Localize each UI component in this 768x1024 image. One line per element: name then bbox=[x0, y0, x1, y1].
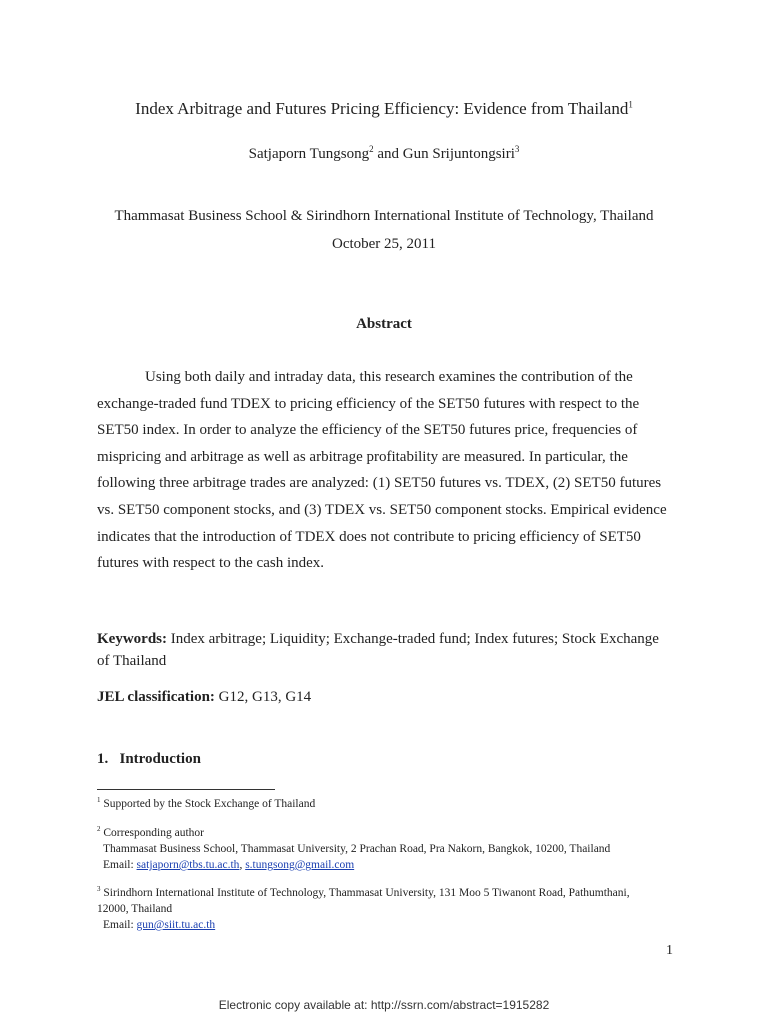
abstract-heading: Abstract bbox=[356, 316, 412, 332]
abstract-body bbox=[97, 364, 672, 577]
author-line: Satjaporn Tungsong$^2$ and Gun Srijuntongsiri$^3$ bbox=[248, 144, 520, 162]
email-link-tungsong[interactable]: s.tungsong@gmail.com bbox=[245, 859, 355, 871]
author-2: Gun Srijuntongsiri bbox=[402, 146, 515, 162]
jel-classification bbox=[97, 684, 672, 711]
abstract-line: indicates that the introduction of TDEX does not contribute to pricing efficiency of SET50 bbox=[97, 528, 641, 545]
abstract-line: vs. SET50 component stocks, and (3) TDEX vs. SET50 component stocks. Empirical evidence bbox=[97, 501, 667, 518]
page-number: 1 bbox=[666, 943, 673, 958]
paper-date: October 25, 2011 bbox=[331, 236, 436, 252]
abstract-line: mispricing and arbitrage as well as arbitrage profitability are measured. In particular, the bbox=[97, 448, 628, 465]
abstract-line: SET50 index. In order to analyze the efficiency of the SET50 futures price, frequencies of bbox=[97, 422, 638, 439]
keywords-label: Keywords: bbox=[97, 631, 167, 647]
abstract-line: futures with respect to the cash index. bbox=[97, 555, 325, 572]
abstract-line: following three arbitrage trades are analyzed: (1) SET50 futures vs. TDEX, (2) SET50 futures bbox=[97, 475, 662, 492]
email-link-gun[interactable]: gun@siit.tu.ac.th bbox=[136, 919, 216, 931]
author-1: Satjaporn Tungsong bbox=[248, 146, 370, 162]
footnote-2: $^2$ Corresponding author Thammasat Business School, Thammasat University, 2 Prachan Road, Pra Nakorn, Bangkok, 10200, Thailand Email: satjaporn@tbs.tu.ac.th, s.tungsong@gmail.com bbox=[97, 825, 611, 871]
abstract-line: exchange-traded fund TDEX to pricing efficiency of the SET50 futures with respect to the bbox=[97, 395, 640, 412]
keywords bbox=[97, 628, 672, 672]
keywords-text: Index arbitrage; Liquidity; Exchange-traded fund; Index futures; Stock Exchange of Thailand bbox=[97, 631, 663, 669]
section-heading-introduction: 1. Introduction bbox=[97, 751, 201, 767]
paper-title: Index Arbitrage and Futures Pricing Efficiency: Evidence from Thailand$^1$ bbox=[135, 99, 633, 118]
jel-codes: G12, G13, G14 bbox=[214, 689, 312, 705]
footnote-3: $^3$ Sirindhorn International Institute of Technology, Thammasat University, 131 Moo 5 Tiwanont Road, Pathumthani, 12000, Thailand Email: gun@siit.tu.ac.th bbox=[97, 885, 630, 931]
jel-label: JEL classification: bbox=[97, 689, 215, 705]
affiliation: Thammasat Business School & Sirindhorn International Institute of Technology, Thailand bbox=[114, 208, 654, 224]
footnote-1: $^1$ Supported by the Stock Exchange of Thailand bbox=[97, 796, 316, 810]
footnote-divider bbox=[97, 789, 275, 790]
email-link-satjaporn[interactable]: satjaporn@tbs.tu.ac.th bbox=[136, 859, 240, 871]
abstract-line: Using both daily and intraday data, this research examines the contribution of the bbox=[145, 369, 633, 385]
ssrn-footer: Electronic copy available at: http://ssrn.com/abstract=1915282 bbox=[218, 998, 550, 1012]
title-footnote-mark: 1 bbox=[628, 99, 633, 110]
